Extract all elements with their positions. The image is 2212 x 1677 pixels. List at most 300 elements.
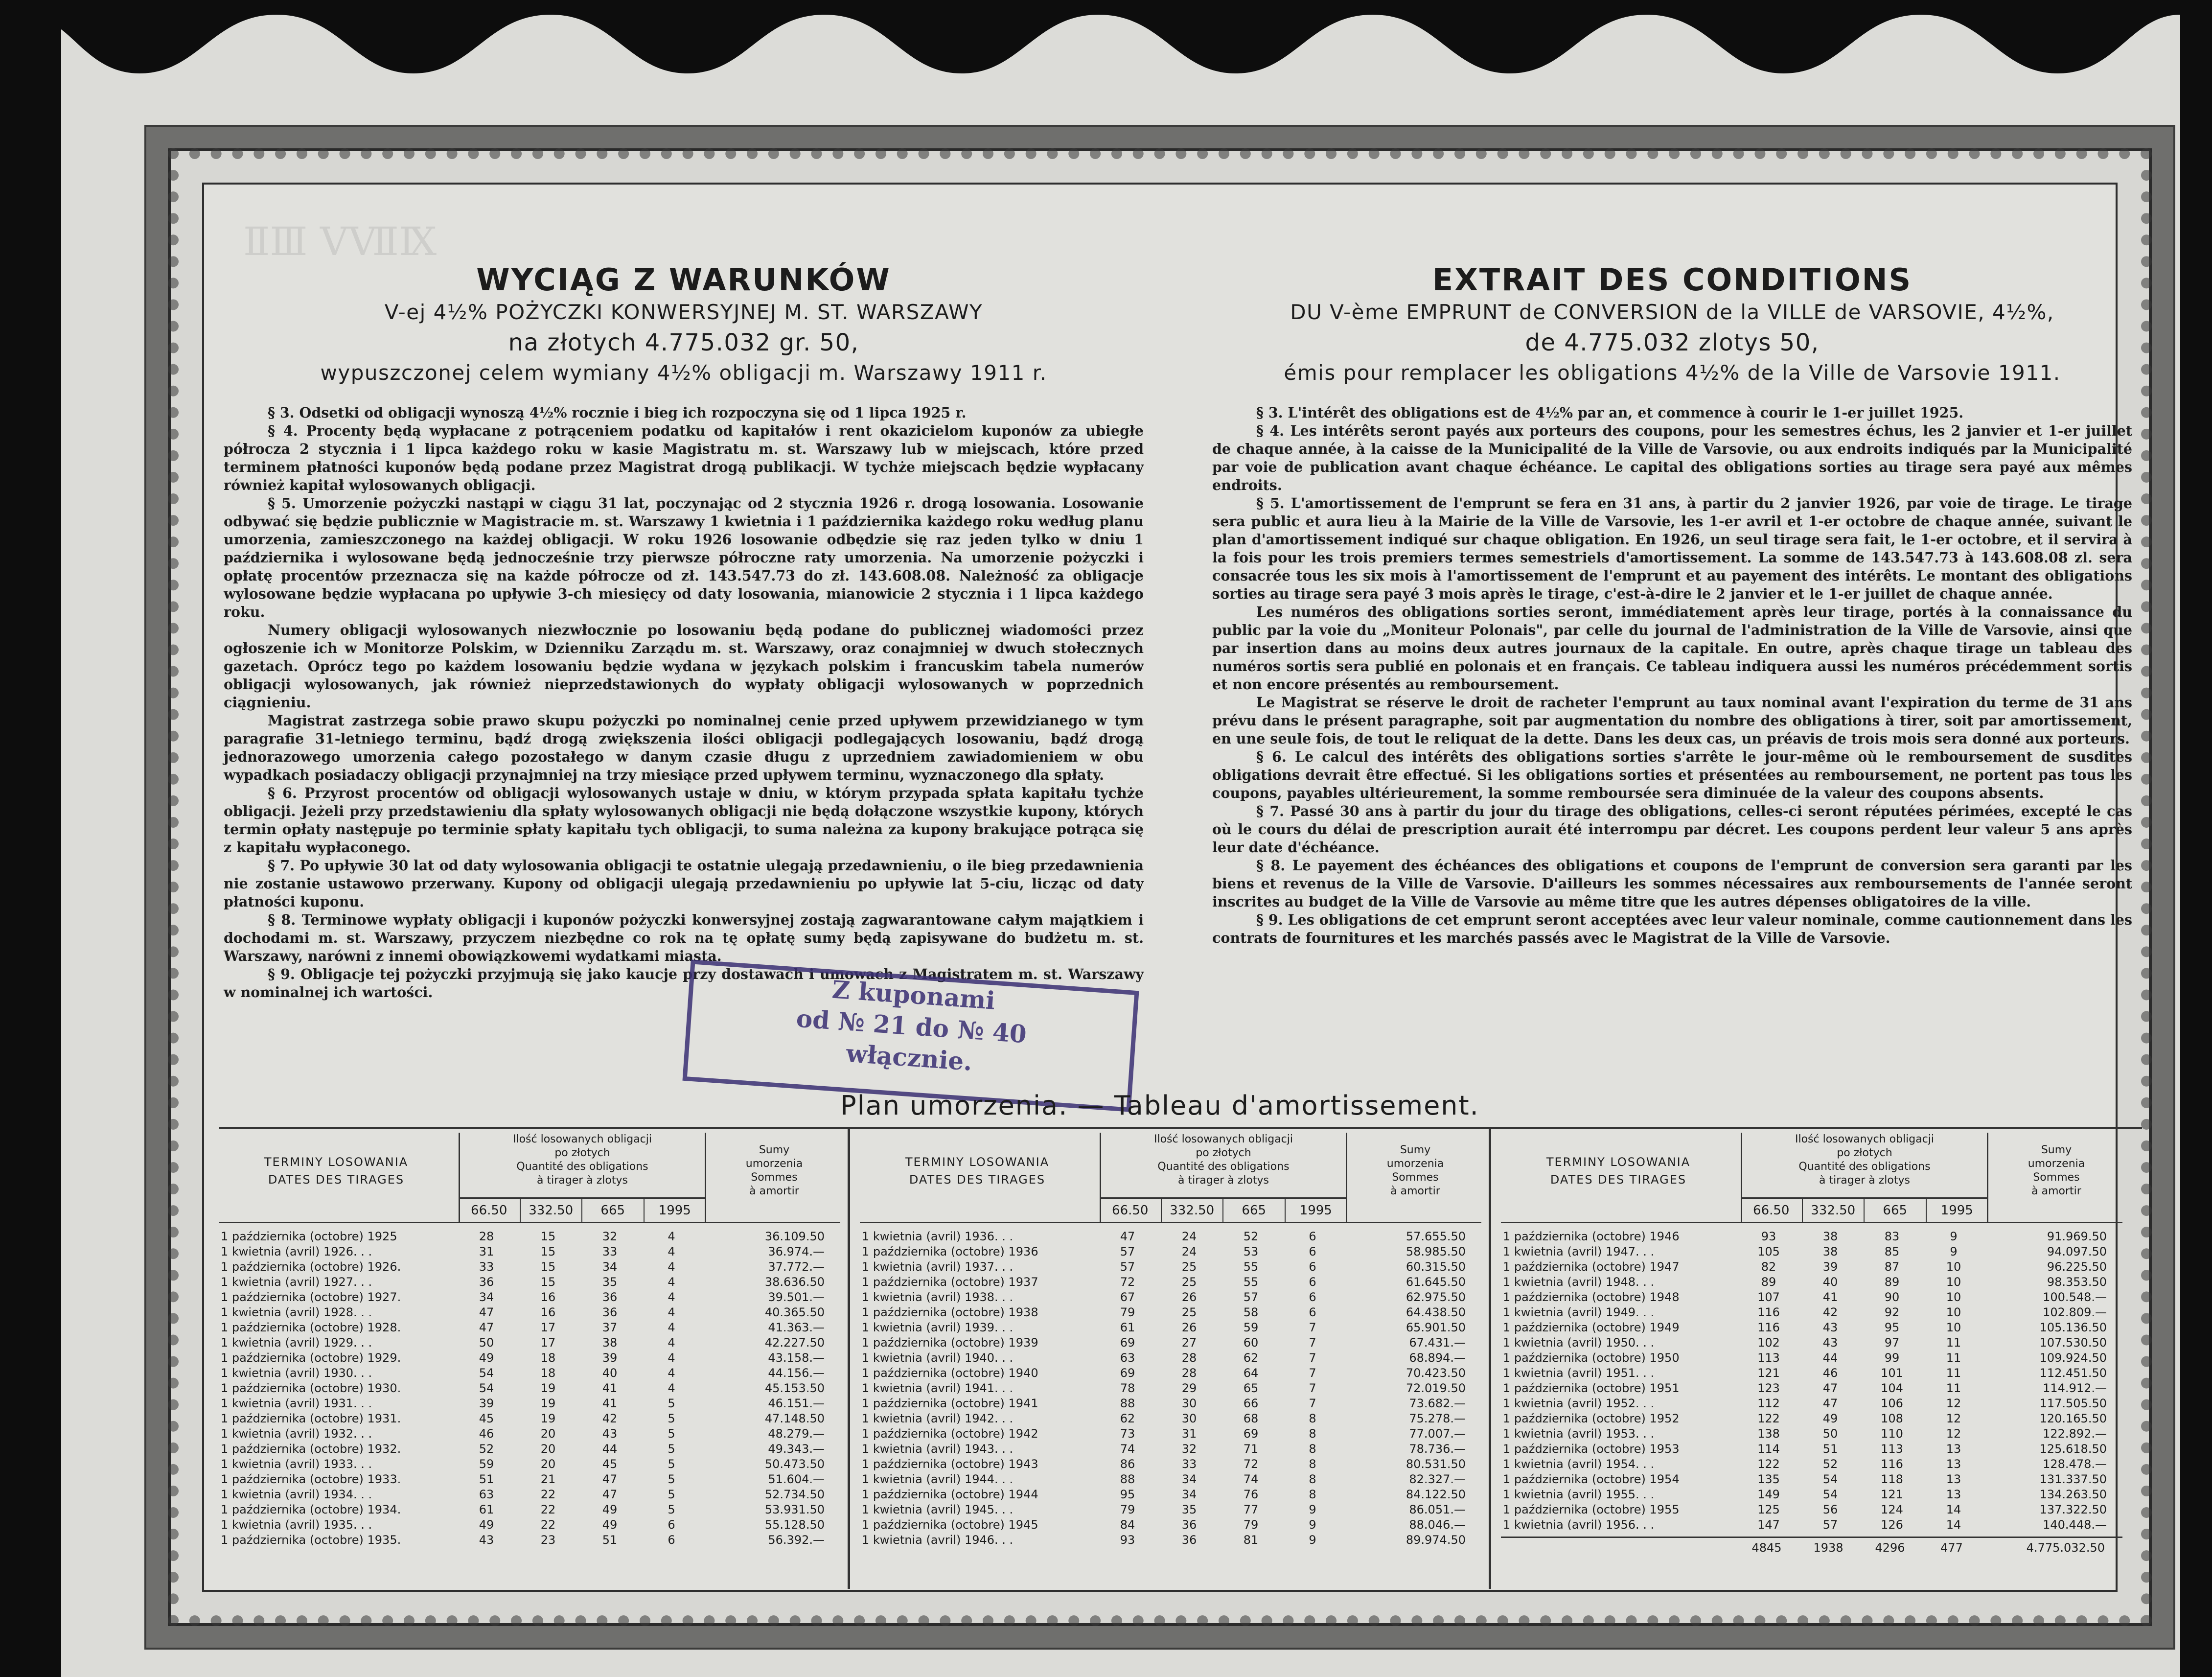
quantity-cell: 43 bbox=[1822, 1336, 1838, 1350]
draw-date-cell: 1 kwietnia (avril) 1943. . . bbox=[862, 1442, 1014, 1456]
amortization-table bbox=[860, 1129, 1481, 1589]
sum-cell: 57.655.50 bbox=[1406, 1230, 1466, 1243]
quantity-cell: 8 bbox=[1309, 1472, 1316, 1486]
quantity-cell: 47 bbox=[1822, 1381, 1838, 1395]
quantity-cell: 101 bbox=[1881, 1366, 1903, 1380]
quantity-cell: 52 bbox=[479, 1442, 494, 1456]
table-row bbox=[219, 1502, 840, 1517]
paragraph: § 9. Obligacje tej pożyczki przyjmują się jako kaucje przy dostawach i umowach z Magistratem m. st. Warszawy w nominalnej ich wartości. bbox=[224, 966, 1144, 1001]
quantity-cell: 6 bbox=[668, 1533, 675, 1547]
sum-cell: 78.736.— bbox=[1409, 1442, 1466, 1456]
sum-cell: 44.156.— bbox=[768, 1366, 825, 1380]
draw-date-cell: 1 października (octobre) 1929. bbox=[221, 1351, 401, 1365]
quantity-cell: 11 bbox=[1946, 1381, 1961, 1395]
quantity-cell: 40 bbox=[602, 1366, 618, 1380]
quantity-cell: 79 bbox=[1120, 1503, 1135, 1516]
table-row bbox=[860, 1275, 1481, 1290]
table-row bbox=[1501, 1320, 2122, 1335]
quantity-cell: 7 bbox=[1309, 1381, 1316, 1395]
sum-cell: 58.985.50 bbox=[1406, 1245, 1466, 1258]
quantity-cell: 79 bbox=[1120, 1305, 1135, 1319]
sum-cell: 131.337.50 bbox=[2039, 1472, 2107, 1486]
draw-date-cell: 1 kwietnia (avril) 1933. . . bbox=[221, 1457, 372, 1471]
dates-header: TERMINY LOSOWANIA DATES DES TIRAGES bbox=[905, 1155, 1050, 1187]
quantity-cell: 22 bbox=[540, 1518, 556, 1532]
quantity-cell: 49 bbox=[1822, 1412, 1838, 1425]
quantity-cell: 89 bbox=[1884, 1275, 1900, 1289]
quantity-cell: 28 bbox=[479, 1230, 494, 1243]
quantity-cell: 105 bbox=[1757, 1245, 1780, 1258]
draw-date-cell: 1 kwietnia (avril) 1929. . . bbox=[221, 1336, 372, 1350]
sum-cell: 80.531.50 bbox=[1406, 1457, 1466, 1471]
paragraph: § 5. Umorzenie pożyczki nastąpi w ciągu 31 lat, poczynając od 2 stycznia 1926 r. drogą losowania. Losowanie odbywać się będzie publicznie w Magistracie m. st. Warszawy 1 kwietnia i 1 października każdego roku według planu umorzenia, zamieszczonego na każdej obligacji. W roku 1926 losowanie odbędzie się raz jeden tylko w dniu 1 października i wylosowane będą jednocześnie trzy pierwsze półroczne raty umorzenia. Na umorzenie pożyczki i opłatę procentów przeznacza się na każde półrocze od zł. 143.547.73 do zł. 143.608.08. Należność za obligacje wylosowane będzie wypłacana po upływie 3-ch miesięcy od daty losowania, mianowicie 2 stycznia i 1 lipca każdego roku. bbox=[224, 495, 1144, 620]
sum-cell: 114.912.— bbox=[2043, 1381, 2107, 1395]
table-row bbox=[860, 1396, 1481, 1411]
quantity-cell: 30 bbox=[1181, 1397, 1197, 1410]
paragraph: § 8. Le payement des échéances des obligations et coupons de l'emprunt de conversion sera garanti par les biens et revenus de la Ville de Varsovie. D'ailleurs les sommes nécessaires aux remboursements de l'année seront inscrites au budget de la Ville de Varsovie au même titre que les autres dépenses obligatoires de la ville. bbox=[1212, 857, 2132, 910]
sum-cell: 52.734.50 bbox=[764, 1488, 825, 1501]
quantity-cell: 39 bbox=[479, 1397, 494, 1410]
table-row bbox=[1501, 1244, 2122, 1259]
quantity-cell: 5 bbox=[668, 1503, 675, 1516]
sum-cell: 94.097.50 bbox=[2047, 1245, 2107, 1258]
draw-date-cell: 1 października (octobre) 1946 bbox=[1503, 1230, 1680, 1243]
quantity-cell: 46 bbox=[479, 1427, 494, 1441]
sum-cell: 53.931.50 bbox=[764, 1503, 825, 1516]
quantity-cell: 13 bbox=[1946, 1472, 1961, 1486]
draw-date-cell: 1 października (octobre) 1949 bbox=[1503, 1321, 1680, 1334]
quantity-cell: 4 bbox=[668, 1351, 675, 1365]
sum-cell: 125.618.50 bbox=[2039, 1442, 2107, 1456]
quantity-cell: 93 bbox=[1761, 1230, 1776, 1243]
table-row bbox=[860, 1305, 1481, 1320]
quantity-cell: 7 bbox=[1309, 1351, 1316, 1365]
quantity-cell: 34 bbox=[1181, 1488, 1197, 1501]
quantity-cell: 33 bbox=[602, 1245, 618, 1258]
quantity-cell: 36 bbox=[1181, 1533, 1197, 1547]
draw-date-cell: 1 kwietnia (avril) 1955. . . bbox=[1503, 1488, 1655, 1501]
quantity-cell: 5 bbox=[668, 1488, 675, 1501]
quantity-cell: 26 bbox=[1181, 1321, 1197, 1334]
totals-row bbox=[1501, 1537, 2122, 1558]
total-cell: 1938 bbox=[1813, 1541, 1843, 1555]
sum-cell: 137.322.50 bbox=[2039, 1503, 2107, 1516]
quantity-cell: 4 bbox=[668, 1336, 675, 1350]
quantity-cell: 10 bbox=[1946, 1275, 1961, 1289]
sum-cell: 88.046.— bbox=[1409, 1518, 1466, 1532]
draw-date-cell: 1 kwietnia (avril) 1942. . . bbox=[862, 1412, 1014, 1425]
quantity-cell: 24 bbox=[1181, 1245, 1197, 1258]
quantity-cell: 123 bbox=[1757, 1381, 1780, 1395]
sum-cell: 43.158.— bbox=[768, 1351, 825, 1365]
quantity-cell: 22 bbox=[540, 1503, 556, 1516]
quantity-cell: 47 bbox=[1822, 1397, 1838, 1410]
table-row bbox=[219, 1517, 840, 1533]
quantity-cell: 25 bbox=[1181, 1275, 1197, 1289]
quantity-cell: 9 bbox=[1309, 1503, 1316, 1516]
quantity-cell: 41 bbox=[602, 1397, 618, 1410]
sum-cell: 98.353.50 bbox=[2047, 1275, 2107, 1289]
sum-cell: 112.451.50 bbox=[2039, 1366, 2107, 1380]
sum-cell: 109.924.50 bbox=[2039, 1351, 2107, 1365]
table-row bbox=[1501, 1502, 2122, 1517]
quantity-cell: 4 bbox=[668, 1366, 675, 1380]
french-column bbox=[1212, 185, 2132, 947]
quantity-cell: 12 bbox=[1946, 1397, 1961, 1410]
table-row bbox=[219, 1396, 840, 1411]
sum-cell: 140.448.— bbox=[2043, 1518, 2107, 1532]
table-row bbox=[1501, 1396, 2122, 1411]
quantity-cell: 9 bbox=[1309, 1518, 1316, 1532]
draw-date-cell: 1 kwietnia (avril) 1944. . . bbox=[862, 1472, 1014, 1486]
draw-date-cell: 1 kwietnia (avril) 1946. . . bbox=[862, 1533, 1014, 1547]
quantity-cell: 122 bbox=[1757, 1412, 1780, 1425]
quantity-cell: 11 bbox=[1946, 1336, 1961, 1350]
draw-date-cell: 1 kwietnia (avril) 1934. . . bbox=[221, 1488, 372, 1501]
sums-header: Sumy umorzenia Sommes à amortir bbox=[745, 1144, 803, 1197]
quantity-cell: 19 bbox=[540, 1412, 556, 1425]
quantity-cell: 26 bbox=[1181, 1290, 1197, 1304]
french-subtitle-1: DU V-ème EMPRUNT de CONVERSION de la VILLE de VARSOVIE, 4½%, bbox=[1290, 300, 2054, 324]
quantity-cell: 14 bbox=[1946, 1503, 1961, 1516]
quantity-cell: 45 bbox=[479, 1412, 494, 1425]
table-row bbox=[219, 1351, 840, 1366]
sum-cell: 72.019.50 bbox=[1406, 1381, 1466, 1395]
sum-cell: 61.645.50 bbox=[1406, 1275, 1466, 1289]
quantity-cell: 69 bbox=[1120, 1366, 1135, 1380]
decorative-border bbox=[144, 125, 2175, 1650]
sum-cell: 68.894.— bbox=[1409, 1351, 1466, 1365]
amortization-tables bbox=[219, 1127, 2142, 1589]
quantity-cell: 30 bbox=[1181, 1412, 1197, 1425]
sum-cell: 107.530.50 bbox=[2039, 1336, 2107, 1350]
draw-date-cell: 1 kwietnia (avril) 1930. . . bbox=[221, 1366, 372, 1380]
quantity-cell: 13 bbox=[1946, 1457, 1961, 1471]
table-row bbox=[1501, 1517, 2122, 1533]
quantity-cell: 53 bbox=[1243, 1245, 1259, 1258]
table-row bbox=[1501, 1366, 2122, 1381]
table-row bbox=[219, 1426, 840, 1442]
quantity-cell: 68 bbox=[1243, 1412, 1259, 1425]
denomination-label: 66.50 bbox=[1100, 1199, 1162, 1223]
quantity-cell: 4 bbox=[668, 1260, 675, 1274]
draw-date-cell: 1 kwietnia (avril) 1936. . . bbox=[862, 1230, 1014, 1243]
sum-cell: 47.148.50 bbox=[764, 1412, 825, 1425]
table-header bbox=[219, 1129, 840, 1223]
draw-date-cell: 1 października (octobre) 1947 bbox=[1503, 1260, 1680, 1274]
quantity-cell: 114 bbox=[1757, 1442, 1780, 1456]
quantity-cell: 8 bbox=[1309, 1442, 1316, 1456]
amortization-table bbox=[1501, 1129, 2122, 1589]
draw-date-cell: 1 października (octobre) 1941 bbox=[862, 1397, 1038, 1410]
quantity-cell: 49 bbox=[602, 1503, 618, 1516]
totals-spacer bbox=[1501, 1538, 1736, 1558]
quantity-cell: 149 bbox=[1757, 1488, 1780, 1501]
table-header bbox=[860, 1129, 1481, 1223]
table-row bbox=[219, 1366, 840, 1381]
denomination-label: 332.50 bbox=[1803, 1199, 1865, 1223]
quantity-cell: 63 bbox=[1120, 1351, 1135, 1365]
quantity-cell: 34 bbox=[602, 1260, 618, 1274]
quantity-cell: 81 bbox=[1243, 1533, 1259, 1547]
quantity-cell: 8 bbox=[1309, 1427, 1316, 1441]
sum-cell: 117.505.50 bbox=[2039, 1397, 2107, 1410]
table-row bbox=[860, 1351, 1481, 1366]
table-row bbox=[860, 1457, 1481, 1472]
quantity-cell: 36 bbox=[1181, 1518, 1197, 1532]
denominations-header bbox=[459, 1197, 706, 1223]
scalloped-top-edge bbox=[61, 0, 2180, 127]
quantity-cell: 56 bbox=[1822, 1503, 1838, 1516]
sum-cell: 46.151.— bbox=[768, 1397, 825, 1410]
sum-cell: 75.278.— bbox=[1409, 1412, 1466, 1425]
quantity-cell: 8 bbox=[1309, 1457, 1316, 1471]
french-subtitle-2: de 4.775.032 zlotys 50, bbox=[1525, 329, 1820, 356]
table-row bbox=[1501, 1229, 2122, 1244]
quantity-cell: 5 bbox=[668, 1472, 675, 1486]
quantity-cell: 12 bbox=[1946, 1412, 1961, 1425]
draw-date-cell: 1 kwietnia (avril) 1945. . . bbox=[862, 1503, 1014, 1516]
quantity-cell: 49 bbox=[602, 1518, 618, 1532]
sum-cell: 39.501.— bbox=[768, 1290, 825, 1304]
denomination-label: 332.50 bbox=[1162, 1199, 1224, 1223]
draw-date-cell: 1 października (octobre) 1932. bbox=[221, 1442, 401, 1456]
table-row bbox=[860, 1229, 1481, 1244]
table-row bbox=[860, 1335, 1481, 1351]
quantity-cell: 47 bbox=[602, 1488, 618, 1501]
quantity-header: Ilość losowanych obligacji po złotych Quantité des obligations à tirager à zlotys bbox=[459, 1133, 706, 1222]
quantity-cell: 107 bbox=[1757, 1290, 1780, 1304]
paragraph: § 5. L'amortissement de l'emprunt se fera en 31 ans, à partir du 2 janvier 1926, par voie de tirage. Le tirage sera public et aura lieu à la Mairie de la Ville de Varsovie, les 1-er avril et 1-er octobre de chaque année, suivant le plan d'amortissement indiqué sur chaque obligation. En 1926, un seul tirage sera fait, le 1-er octobre, et il servira à la fois pour les trois premiers termes semestriels d'amortissement. La somme de 143.547.73 à 143.608.08 zl. sera consacrée tous les six mois à l'amortissement de l'emprunt et au payement des intérêts. Le montant des obligations sorties au tirage sera payé 3 mois après le tirage, c'est-à-dire le 2 janvier et le 1-er juillet de chaque année. bbox=[1212, 495, 2132, 602]
draw-date-cell: 1 kwietnia (avril) 1956. . . bbox=[1503, 1518, 1655, 1532]
sum-cell: 120.165.50 bbox=[2039, 1412, 2107, 1425]
table-row bbox=[1501, 1381, 2122, 1396]
paragraph: Les numéros des obligations sorties seront, immédiatement après leur tirage, portés à la connaissance du public par la voie du „Moniteur Polonais", par celle du journal de l'administration de la Ville de Varsovie, ainsi que par insertion dans au moins deux autres journaux de la capitale. En outre, après chaque tirage un tableau des numéros sortis sera publié en polonais et en français. Ce tableau indiquera aussi les numéros précédemment sortis et non encore présentés au remboursement. bbox=[1212, 604, 2132, 693]
quantity-cell: 7 bbox=[1309, 1397, 1316, 1410]
quantity-cell: 5 bbox=[668, 1442, 675, 1456]
quantity-cell: 99 bbox=[1884, 1351, 1900, 1365]
dates-header: TERMINY LOSOWANIA DATES DES TIRAGES bbox=[264, 1155, 409, 1187]
table-row bbox=[219, 1457, 840, 1472]
quantity-cell: 18 bbox=[540, 1351, 556, 1365]
quantity-cell: 66 bbox=[1243, 1397, 1259, 1410]
denominations-header bbox=[1741, 1197, 1988, 1223]
sum-cell: 64.438.50 bbox=[1406, 1305, 1466, 1319]
draw-date-cell: 1 października (octobre) 1937 bbox=[862, 1275, 1038, 1289]
draw-date-cell: 1 października (octobre) 1938 bbox=[862, 1305, 1038, 1319]
quantity-cell: 38 bbox=[1822, 1230, 1838, 1243]
sum-cell: 86.051.— bbox=[1409, 1503, 1466, 1516]
sum-cell: 55.128.50 bbox=[764, 1518, 825, 1532]
paragraph: § 3. Odsetki od obligacji wynoszą 4½% rocznie i bieg ich rozpoczyna się od 1 lipca 1925 r. bbox=[268, 404, 967, 421]
total-cell: 4296 bbox=[1875, 1541, 1905, 1555]
sum-cell: 41.363.— bbox=[768, 1321, 825, 1334]
quantity-cell: 83 bbox=[1884, 1230, 1900, 1243]
denomination-label: 1995 bbox=[1286, 1199, 1348, 1223]
quantity-cell: 36 bbox=[602, 1305, 618, 1319]
draw-date-cell: 1 października (octobre) 1935. bbox=[221, 1533, 401, 1547]
table-row bbox=[219, 1381, 840, 1396]
draw-date-cell: 1 października (octobre) 1936 bbox=[862, 1245, 1038, 1258]
quantity-cell: 10 bbox=[1946, 1260, 1961, 1274]
quantity-cell: 138 bbox=[1757, 1427, 1780, 1441]
paragraph: Numery obligacji wylosowanych niezwłocznie po losowaniu będą podane do publicznej wiadomości przez ogłoszenie ich w Monitorze Polskim, w Dzienniku Zarządu m. st. Warszawy, oraz conajmniej w dwuch stołecznych gazetach. Oprócz tego po każdem losowaniu będzie wydana w językach polskim i francuskim tabela numerów obligacji wylosowanych, jak również nieprzedstawionych do wypłaty obligacji wylosowanych w poprzednich ciągnieniu. bbox=[224, 622, 1144, 711]
table-row bbox=[860, 1533, 1481, 1548]
table-row bbox=[219, 1290, 840, 1305]
quantity-cell: 11 bbox=[1946, 1366, 1961, 1380]
draw-date-cell: 1 października (octobre) 1940 bbox=[862, 1366, 1038, 1380]
quantity-cell: 55 bbox=[1243, 1260, 1259, 1274]
quantity-cell: 31 bbox=[479, 1245, 494, 1258]
table-body bbox=[1501, 1229, 2122, 1533]
quantity-cell: 7 bbox=[1309, 1366, 1316, 1380]
table-header bbox=[1501, 1129, 2122, 1223]
sum-cell: 96.225.50 bbox=[2047, 1260, 2107, 1274]
draw-date-cell: 1 kwietnia (avril) 1954. . . bbox=[1503, 1457, 1655, 1471]
quantity-cell: 57 bbox=[1822, 1518, 1838, 1532]
table-row bbox=[1501, 1290, 2122, 1305]
quantity-cell: 50 bbox=[479, 1336, 494, 1350]
quantity-cell: 82 bbox=[1761, 1260, 1776, 1274]
quantity-cell: 50 bbox=[1822, 1427, 1838, 1441]
quantity-cell: 4 bbox=[668, 1275, 675, 1289]
quantity-cell: 15 bbox=[540, 1275, 556, 1289]
draw-date-cell: 1 października (octobre) 1948 bbox=[1503, 1290, 1680, 1304]
quantity-cell: 51 bbox=[479, 1472, 494, 1486]
sum-cell: 42.227.50 bbox=[764, 1336, 825, 1350]
total-cell: 4845 bbox=[1751, 1541, 1782, 1555]
quantity-cell: 104 bbox=[1881, 1381, 1903, 1395]
bond-paper bbox=[61, 0, 2180, 1677]
table-row bbox=[1501, 1275, 2122, 1290]
polish-subtitle-1: V-ej 4½% POŻYCZKI KONWERSYJNEJ M. ST. WARSZAWY bbox=[384, 300, 983, 324]
quantity-cell: 21 bbox=[540, 1472, 556, 1486]
quantity-cell: 7 bbox=[1309, 1321, 1316, 1334]
sum-cell: 50.473.50 bbox=[764, 1457, 825, 1471]
draw-date-cell: 1 października (octobre) 1945 bbox=[862, 1518, 1038, 1532]
paragraph: § 3. L'intérêt des obligations est de 4½% par an, et commence à courir le 1-er juillet 1925. bbox=[1256, 404, 1964, 421]
draw-date-cell: 1 kwietnia (avril) 1937. . . bbox=[862, 1260, 1014, 1274]
quantity-cell: 116 bbox=[1757, 1305, 1780, 1319]
quantity-cell: 72 bbox=[1243, 1457, 1259, 1471]
denomination-label: 1995 bbox=[1927, 1199, 1989, 1223]
quantity-cell: 89 bbox=[1761, 1275, 1776, 1289]
draw-date-cell: 1 października (octobre) 1954 bbox=[1503, 1472, 1680, 1486]
quantity-cell: 24 bbox=[1181, 1230, 1197, 1243]
quantity-cell: 25 bbox=[1181, 1305, 1197, 1319]
table-row bbox=[1501, 1472, 2122, 1487]
draw-date-cell: 1 kwietnia (avril) 1926. . . bbox=[221, 1245, 372, 1258]
sum-cell: 37.772.— bbox=[768, 1260, 825, 1274]
quantity-cell: 6 bbox=[1309, 1290, 1316, 1304]
stamp-line: od № 21 do № 40 bbox=[795, 1003, 1028, 1049]
quantity-cell: 74 bbox=[1120, 1442, 1135, 1456]
quantity-cell: 59 bbox=[479, 1457, 494, 1471]
quantity-cell: 35 bbox=[1181, 1503, 1197, 1516]
quantity-cell: 84 bbox=[1120, 1518, 1135, 1532]
stamp-line: włącznie. bbox=[845, 1038, 973, 1076]
denomination-label: 66.50 bbox=[1741, 1199, 1803, 1223]
quantity-cell: 61 bbox=[1120, 1321, 1135, 1334]
quantity-cell: 4 bbox=[668, 1321, 675, 1334]
quantity-cell: 64 bbox=[1243, 1366, 1259, 1380]
quantity-cell: 51 bbox=[1822, 1442, 1838, 1456]
sum-cell: 70.423.50 bbox=[1406, 1366, 1466, 1380]
quantity-cell: 52 bbox=[1822, 1457, 1838, 1471]
quantity-cell: 23 bbox=[540, 1533, 556, 1547]
quantity-cell: 126 bbox=[1881, 1518, 1903, 1532]
sum-cell: 48.279.— bbox=[768, 1427, 825, 1441]
sum-cell: 56.392.— bbox=[768, 1533, 825, 1547]
paragraph: § 7. Po upływie 30 lat od daty wylosowania obligacji te ostatnie ulegają przedawnieniu, o ile bieg przedawnienia nie zostanie ustawowo przerwany. Kupony od obligacji ulegają przedawnieniu po upływie lat 5-ciu, licząc od daty płatności kuponu. bbox=[224, 857, 1144, 910]
paragraph: § 8. Terminowe wypłaty obligacji i kuponów pożyczki konwersyjnej zostają zagwarantowane całym majątkiem i dochodami m. st. Warszawy, przyczem niezbędne co rok na tę opłatę sumy będą zapisywane do budżetu m. st. Warszawy, narówni z innemi obowiązkowemi wydatkami miasta. bbox=[224, 911, 1144, 964]
paragraph: § 4. Procenty będą wypłacane z potrąceniem podatku od kapitałów i rent okazicielom kuponów za ubiegłe półrocza 2 stycznia i 1 lipca każdego roku w kasie Magistratu m. st. Warszawy lub w miejscach, które przed terminem płatności kuponów będą podane przez Magistrat drogą publikacji. W tychże miejscach będzie wypłacany również kapitał wylosowanych obligacji. bbox=[224, 422, 1144, 493]
quantity-cell: 72 bbox=[1120, 1275, 1135, 1289]
paragraph: § 6. Przyrost procentów od obligacji wylosowanych ustaje w dniu, w którym przypada spłata kapitału tychże obligacji. Jeżeli przy przedstawieniu dla spłaty wylosowanych obligacji nie będą dołączone wszystkie kupony, których termin opłaty następuje po terminie spłaty kapitału tych obligacji, to suma należna za kupony brakujące potrąca się z kapitału wypłaconego. bbox=[224, 785, 1144, 856]
table-row bbox=[219, 1229, 840, 1244]
quantity-cell: 37 bbox=[602, 1321, 618, 1334]
quantity-cell: 42 bbox=[1822, 1305, 1838, 1319]
draw-date-cell: 1 października (octobre) 1933. bbox=[221, 1472, 401, 1486]
polish-subtitle-2: na złotych 4.775.032 gr. 50, bbox=[508, 329, 859, 356]
quantity-cell: 19 bbox=[540, 1381, 556, 1395]
quantity-cell: 47 bbox=[479, 1305, 494, 1319]
draw-date-cell: 1 października (octobre) 1944 bbox=[862, 1488, 1038, 1501]
draw-date-cell: 1 kwietnia (avril) 1928. . . bbox=[221, 1305, 372, 1319]
draw-date-cell: 1 kwietnia (avril) 1927. . . bbox=[221, 1275, 372, 1289]
quantity-cell: 38 bbox=[602, 1336, 618, 1350]
total-cell: 477 bbox=[1940, 1541, 1963, 1555]
denomination-label: 665 bbox=[1223, 1199, 1286, 1223]
amortization-plan-title: Plan umorzenia. — Tableau d'amortissement. bbox=[840, 1090, 1479, 1121]
sum-cell: 38.636.50 bbox=[764, 1275, 825, 1289]
sum-cell: 102.809.— bbox=[2043, 1305, 2107, 1319]
sum-cell: 51.604.— bbox=[768, 1472, 825, 1486]
draw-date-cell: 1 kwietnia (avril) 1952. . . bbox=[1503, 1397, 1655, 1410]
table-row bbox=[860, 1366, 1481, 1381]
quantity-cell: 42 bbox=[602, 1412, 618, 1425]
draw-date-cell: 1 października (octobre) 1930. bbox=[221, 1381, 401, 1395]
quantity-cell: 28 bbox=[1181, 1366, 1197, 1380]
quantity-cell: 5 bbox=[668, 1412, 675, 1425]
quantity-cell: 20 bbox=[540, 1427, 556, 1441]
sums-header: Sumy umorzenia Sommes à amortir bbox=[1386, 1144, 1444, 1197]
quantity-cell: 62 bbox=[1243, 1351, 1259, 1365]
quantity-cell: 54 bbox=[1822, 1472, 1838, 1486]
quantity-cell: 10 bbox=[1946, 1290, 1961, 1304]
quantity-cell: 116 bbox=[1757, 1321, 1780, 1334]
denomination-label: 665 bbox=[582, 1199, 645, 1223]
quantity-cell: 13 bbox=[1946, 1488, 1961, 1501]
quantity-header: Ilość losowanych obligacji po złotych Quantité des obligations à tirager à zlotys bbox=[1100, 1133, 1347, 1222]
draw-date-cell: 1 października (octobre) 1934. bbox=[221, 1503, 401, 1516]
paragraph: § 7. Passé 30 ans à partir du jour du tirage des obligations, celles-ci seront réputées périmées, excepté le cas où le cours du délai de prescription aurait été interrompu par décret. Les coupons perdent leur valeur 5 ans après leur date d'échéance. bbox=[1212, 803, 2132, 856]
quantity-cell: 5 bbox=[668, 1427, 675, 1441]
sum-cell: 40.365.50 bbox=[764, 1305, 825, 1319]
table-row bbox=[860, 1381, 1481, 1396]
bleed-through-text: ⅡⅢ ⅤⅦⅨ bbox=[243, 219, 437, 264]
quantity-cell: 25 bbox=[1181, 1260, 1197, 1274]
polish-column bbox=[224, 185, 1144, 1002]
sum-cell: 77.007.— bbox=[1409, 1427, 1466, 1441]
sum-cell: 128.478.— bbox=[2043, 1457, 2107, 1471]
denomination-label: 665 bbox=[1865, 1199, 1927, 1223]
quantity-cell: 44 bbox=[602, 1442, 618, 1456]
table-row bbox=[219, 1411, 840, 1426]
quantity-cell: 47 bbox=[479, 1321, 494, 1334]
quantity-cell: 85 bbox=[1884, 1245, 1900, 1258]
sum-cell: 49.343.— bbox=[768, 1442, 825, 1456]
